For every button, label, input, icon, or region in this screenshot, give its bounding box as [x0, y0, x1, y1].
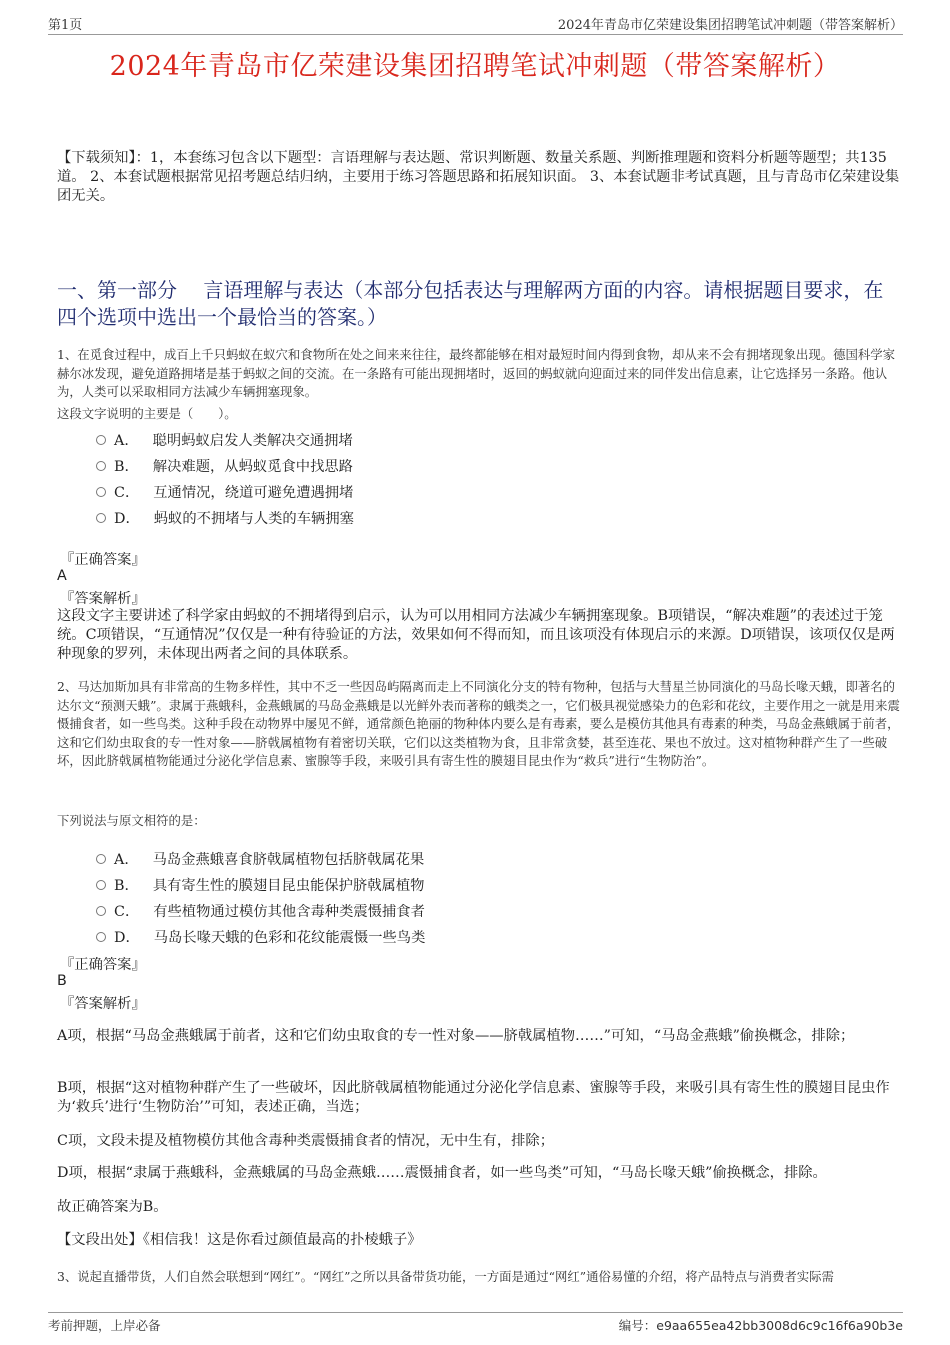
q1-answer: A — [57, 568, 67, 584]
option-text: 具有寄生性的膜翅目昆虫能保护脐戟属植物 — [152, 878, 425, 894]
q2-option-a[interactable] — [96, 849, 424, 869]
q2-option-b[interactable] — [96, 875, 424, 895]
q2-analysis-c: C项，文段未提及植物模仿其他含毒种类震慑捕食者的情况，无中生有，排除； — [57, 1133, 555, 1149]
q2-answer-label: 『正确答案』 — [60, 957, 146, 973]
q2-option-d[interactable] — [96, 927, 425, 947]
option-text: 聪明蚂蚁启发人类解决交通拥堵 — [152, 433, 353, 449]
option-text: 解决难题，从蚂蚁觅食中找思路 — [152, 459, 353, 475]
question-1-stem: 1、在觅食过程中，成百上千只蚂蚁在蚁穴和食物所在处之间来来往往，最终都能够在相对最短时间内得到食物，却从来不会有拥堵现象出现。德国科学家赫尔冰发现，避免道路拥堵是基于蚂蚁之间的交流。在一条路有可能出现拥堵时，返回的蚂蚁就向迎面过来的同伴发出信息素，让它选择另一条路。他认为，人类可以采取相同方法减少车辆拥塞现象。 — [57, 347, 896, 399]
question-2-stem: 2、马达加斯加具有非常高的生物多样性，其中不乏一些因岛屿隔离而走上不同演化分支的特有物种，包括与大彗星兰协同演化的马岛长喙天蛾，即著名的达尔文“预测天蛾”。隶属于燕蛾科，金燕蛾属的马岛金燕蛾是以光鲜外表而著称的蛾类之一，它们极具视觉感染力的色彩和花纹，主要作用之一就是用来震慑捕食者，如一些鸟类。这种手段在动物界中屡见不鲜，通常颜色艳丽的物种体内要么是有毒素，要么是模仿其他具有毒素的种类，马岛金燕蛾属于前者，这和它们幼虫取食的专一性对象——脐戟属植物有着密切关联，它们以这类植物为食，且非常贪婪，甚至连花、果也不放过。这对植物种群产生了一些破坏，因此脐戟属植物能通过分泌化学信息素、蜜腺等手段，来吸引具有寄生性的膜翅目昆虫作为“救兵”进行“生物防治”。 — [57, 679, 900, 768]
footer-code-value: e9aa655ea42bb3008d6c9c16f6a90b3e — [656, 1318, 903, 1333]
q2-option-c[interactable] — [96, 901, 425, 921]
question-1-prompt: 这段文字说明的主要是（ ）。 — [57, 406, 237, 421]
document-title: 2024年青岛市亿荣建设集团招聘笔试冲刺题（带答案解析） — [109, 51, 841, 82]
option-key: A． — [114, 852, 139, 868]
q1-option-d[interactable] — [96, 508, 354, 528]
page-number: 第1页 — [48, 18, 83, 33]
footer-slogan: 考前押题，上岸必备 — [48, 1318, 161, 1333]
radio-icon[interactable] — [96, 461, 106, 471]
q2-analysis-b: B项，根据“这对植物种群产生了一些破坏，因此脐戟属植物能通过分泌化学信息素、蜜腺等手段，来吸引具有寄生性的膜翅目昆虫作为‘救兵’进行‘生物防治’”可知，表述正确，当选； — [57, 1080, 890, 1115]
radio-icon[interactable] — [96, 513, 106, 523]
option-text: 互通情况，绕道可避免遭遇拥堵 — [153, 485, 354, 501]
q2-analysis-d: D项，根据“隶属于燕蛾科，金燕蛾属的马岛金燕蛾……震慑捕食者，如一些鸟类”可知，“马岛长喙天蛾”偷换概念，排除。 — [57, 1165, 827, 1181]
radio-icon[interactable] — [96, 906, 106, 916]
option-key: D． — [114, 930, 140, 946]
radio-icon[interactable] — [96, 854, 106, 864]
radio-icon[interactable] — [96, 932, 106, 942]
page-footer — [48, 1312, 903, 1335]
radio-icon[interactable] — [96, 880, 106, 890]
q1-option-c[interactable] — [96, 482, 353, 502]
footer-code — [619, 1316, 903, 1334]
q2-conclusion: 故正确答案为B。 — [57, 1199, 168, 1215]
q2-answer: B — [57, 973, 67, 989]
header-doc-title: 2024年青岛市亿荣建设集团招聘笔试冲刺题（带答案解析） — [557, 18, 903, 33]
q1-answer-label: 『正确答案』 — [60, 552, 146, 568]
option-text: 有些植物通过模仿其他含毒种类震慑捕食者 — [153, 904, 425, 920]
option-text: 马岛长喙天蛾的色彩和花纹能震慑一些鸟类 — [153, 930, 426, 946]
page-header — [48, 14, 903, 35]
option-key: B． — [114, 459, 139, 475]
option-key: A． — [114, 433, 139, 449]
q2-source: 【文段出处】《相信我！这是你看过颜值最高的扑棱蛾子》 — [57, 1232, 422, 1248]
question-3-stem: 3、说起直播带货，人们自然会联想到“网红”。“网红”之所以具备带货功能，一方面是通过“网红”通俗易懂的介绍，将产品特点与消费者实际需 — [57, 1269, 834, 1284]
q2-analysis-label: 『答案解析』 — [60, 996, 146, 1012]
option-text: 蚂蚁的不拥堵与人类的车辆拥塞 — [153, 511, 354, 527]
option-key: C． — [114, 904, 140, 920]
question-2-prompt: 下列说法与原文相符的是： — [57, 813, 206, 828]
q1-option-b[interactable] — [96, 456, 353, 476]
option-key: B． — [114, 878, 139, 894]
q1-option-a[interactable] — [96, 430, 353, 450]
q2-analysis-a: A项，根据“马岛金燕蛾属于前者，这和它们幼虫取食的专一性对象——脐戟属植物……”可知，“马岛金燕蛾”偷换概念，排除； — [57, 1028, 855, 1044]
option-text: 马岛金燕蛾喜食脐戟属植物包括脐戟属花果 — [152, 852, 425, 868]
radio-icon[interactable] — [96, 435, 106, 445]
radio-icon[interactable] — [96, 487, 106, 497]
download-notice: 【下载须知】：1，本套练习包含以下题型：言语理解与表达题、常识判断题、数量关系题、判断推理题和资料分析题等题型；共135道。 2、本套试题根据常见招考题总结归纳，主要用于练习答题思路和拓展知识面。 3、本套试题非考试真题，且与青岛市亿荣建设集团无关。 — [57, 150, 900, 204]
option-key: C． — [114, 485, 140, 501]
option-key: D． — [114, 511, 140, 527]
q1-analysis-label: 『答案解析』 — [60, 591, 146, 607]
section-heading: 一、第一部分 言语理解与表达（本部分包括表达与理解两方面的内容。请根据题目要求，在四个选项中选出一个最恰当的答案。） — [57, 278, 884, 329]
q1-analysis: 这段文字主要讲述了科学家由蚂蚁的不拥堵得到启示，认为可以用相同方法减少车辆拥塞现象。B项错误，“解决难题”的表述过于笼统。C项错误，“互通情况”仅仅是一种有待验证的方法，效果如何不得而知，而且该项没有体现启示的来源。D项错误，该项仅仅是两种现象的罗列，未体现出两者之间的具体联系。 — [57, 608, 895, 662]
footer-code-label: 编号： — [618, 1318, 657, 1333]
